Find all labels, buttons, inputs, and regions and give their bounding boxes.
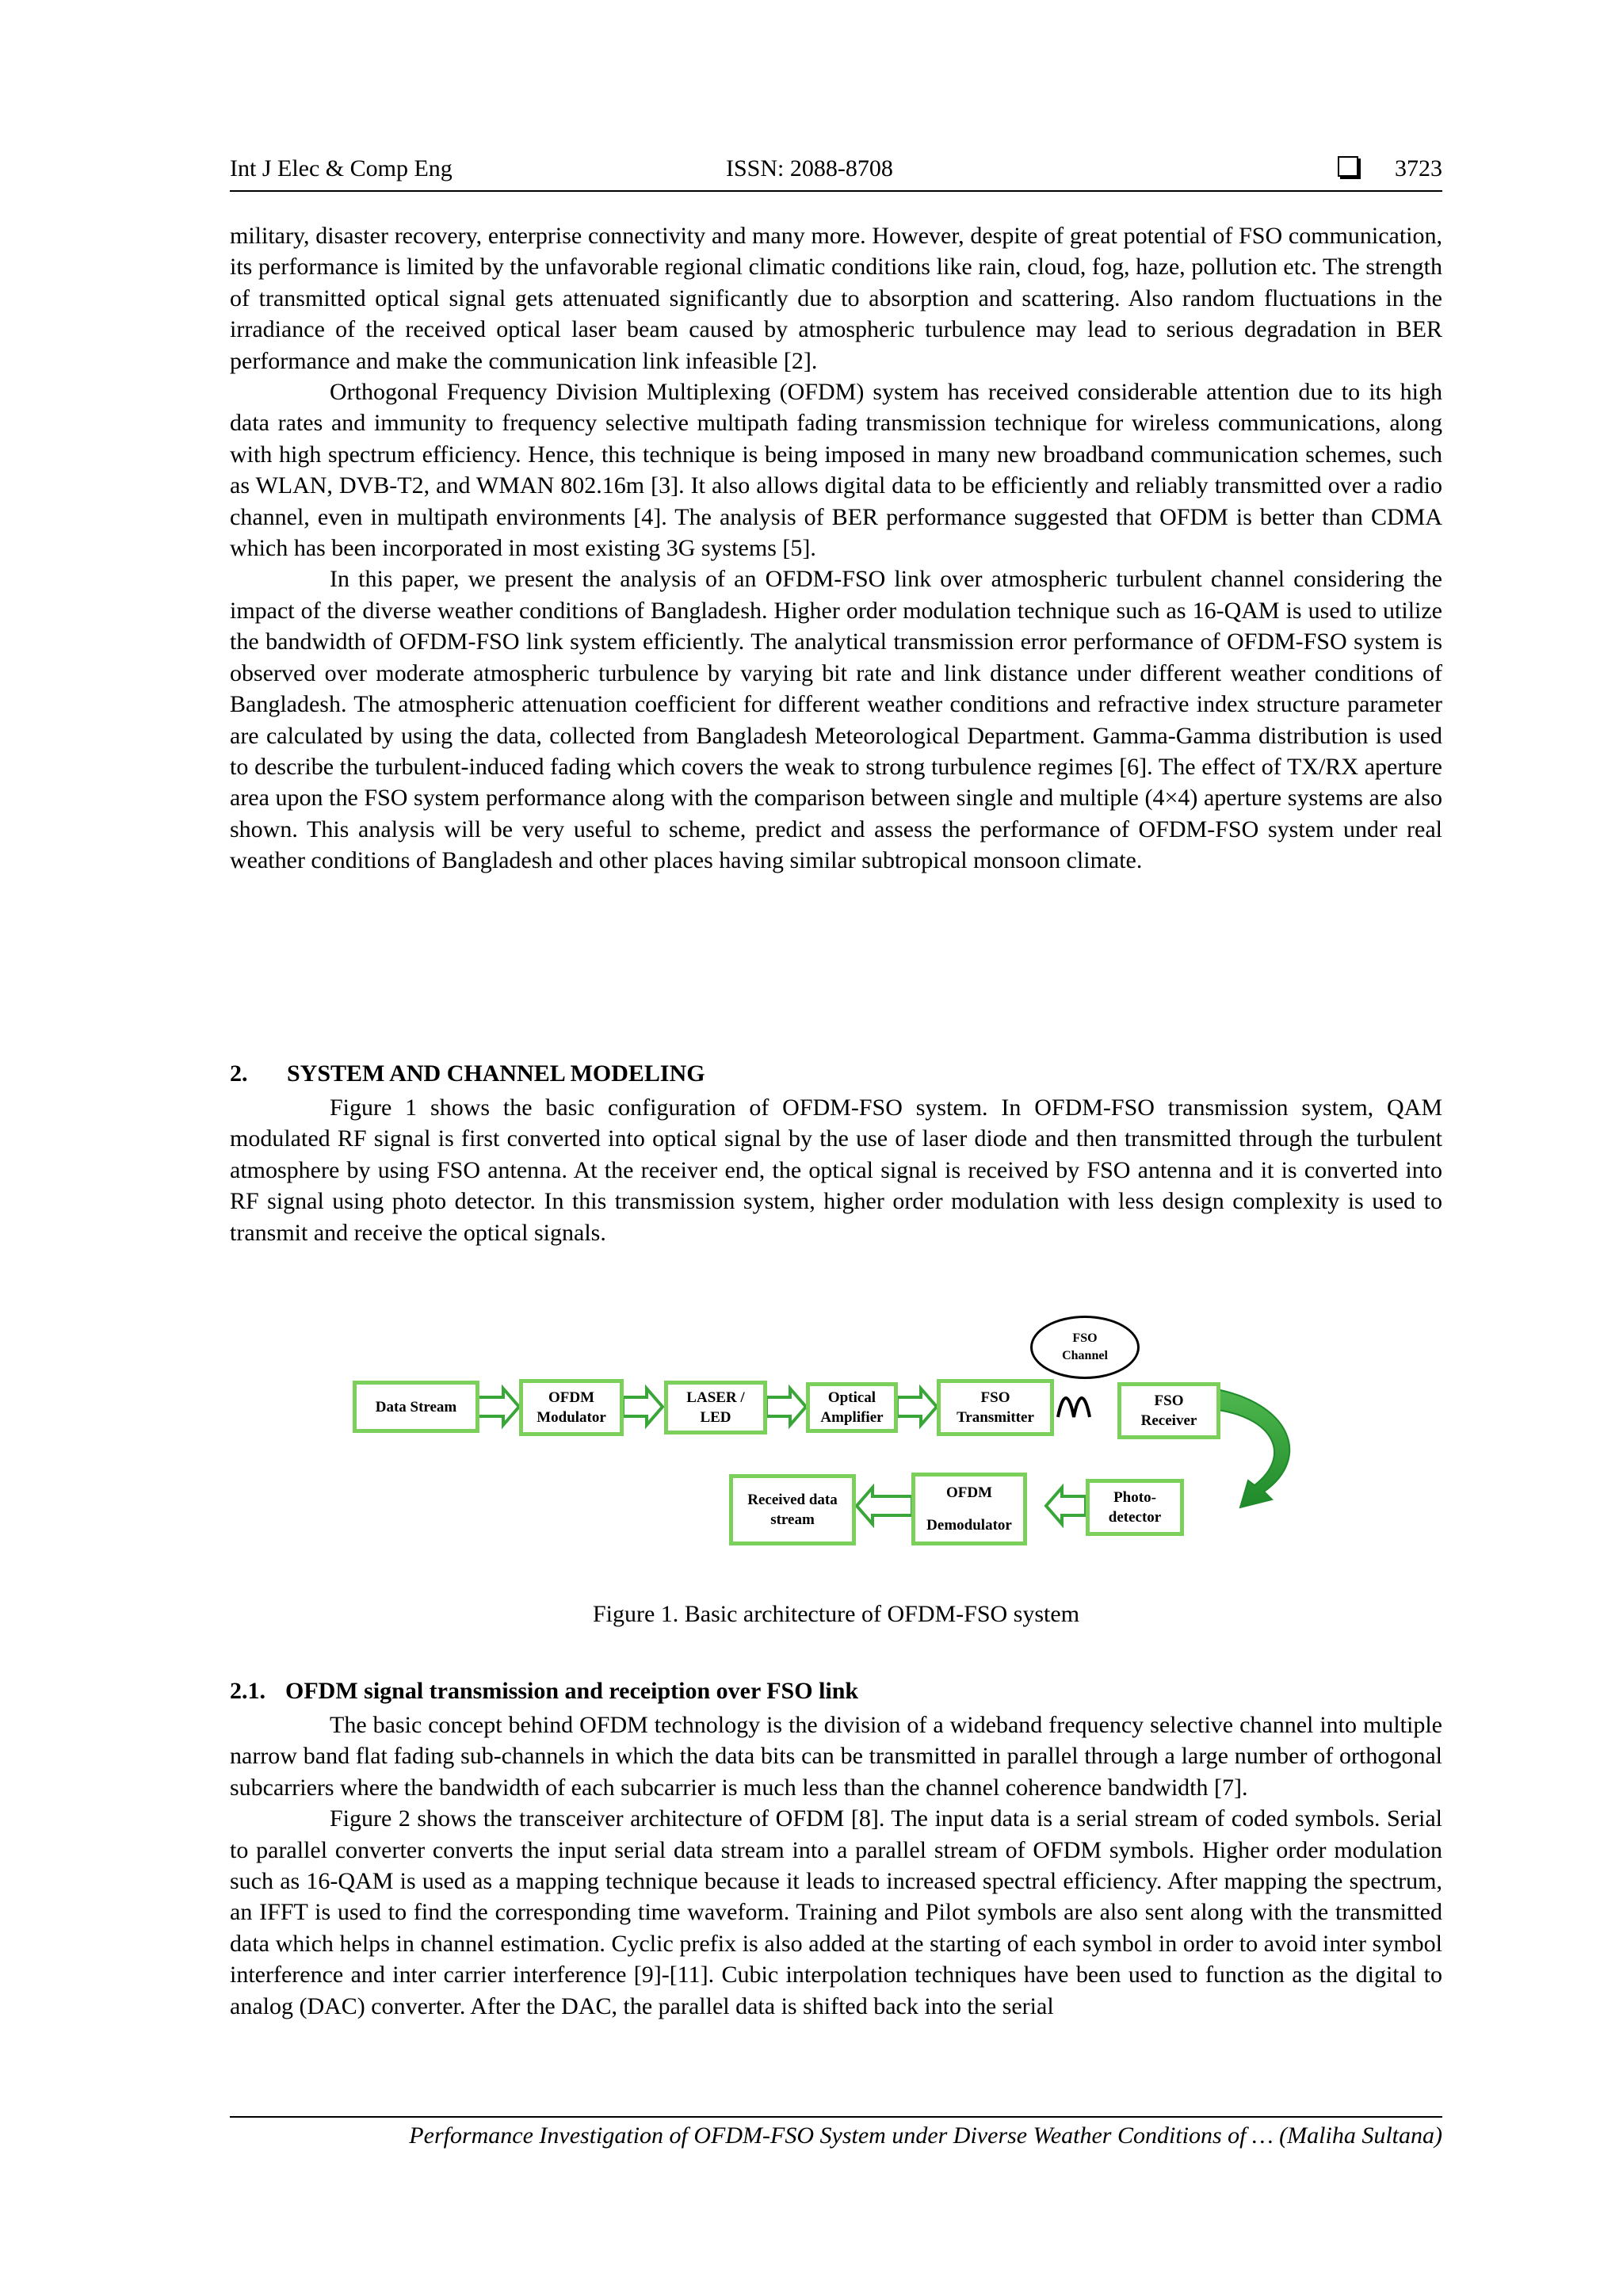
arrow-datastream-to-modulator [478, 1389, 519, 1425]
fso-channel-ellipse [1030, 1316, 1140, 1379]
block-fso-tx-label-1: FSO [980, 1389, 1010, 1406]
section-2-heading [230, 1060, 705, 1087]
intro-paragraph-2: Orthogonal Frequency Division Multiplexing (OFDM) system has received considerable attention due to its high data rates and immunity to frequency selective multipath fading transmission technique for wireless communications, along with high spectrum efficiency. Hence, this technique is being imposed in many new broadband communication schemes, such as WLAN, DVB-T2, and WMAN 802.16m [3]. It also allows digital data to be efficiently and reliably transmitted over a radio channel, even in multipath environments [4]. The analysis of BER performance suggested that OFDM is better than CDMA which has been incorporated in most existing 3G systems [5]. [230, 379, 1442, 562]
block-photo-label-1: Photo- [1113, 1489, 1156, 1506]
block-optical-label-1: Optical [827, 1389, 876, 1406]
figure-1-caption: Figure 1. Basic architecture of OFDM-FSO system [592, 1601, 1080, 1627]
running-header [230, 155, 1442, 192]
block-optical-amplifier [806, 1382, 898, 1433]
arrow-demodulator-to-received [857, 1488, 912, 1524]
block-laser-label-2: LED [700, 1409, 731, 1426]
arrow-modulator-to-laser [623, 1389, 663, 1425]
journal-name: Int J Elec & Comp Eng [230, 155, 453, 181]
block-fso-rx-label-2: Receiver [1140, 1412, 1197, 1429]
wave-icon [1058, 1398, 1090, 1417]
block-photo-detector [1086, 1479, 1184, 1536]
section-2-1-paragraph-2: Figure 2 shows the transceiver architecture of OFDM [8]. The input data is a serial stream of coded symbols. Serial to parallel converter converts the input serial data stream into a parallel stream of OFDM symbols. Higher order modulation such as 16-QAM is used as a mapping technique because it leads to increased spectral efficiency. After mapping the spectrum, an IFFT is used to find the corresponding time waveform. Training and Pilot symbols are also sent along with the transmitted data which helps in channel estimation. Cyclic prefix is also added at the starting of each symbol in order to avoid inter symbol interference and inter carrier interference [9]-[11]. Cubic interpolation techniques have been used to function as the digital to analog (DAC) converter. After the DAC, the parallel data is shifted back into the serial [230, 1805, 1442, 2019]
figure-1-arrows [353, 1316, 1399, 1569]
section-2-1-paragraph-1: The basic concept behind OFDM technology is the division of a wideband frequency selective channel into multiple narrow band flat fading sub-channels in which the data bits can be transmitted in parallel through a large number of orthogonal subcarriers where the bandwidth of each subcarrier is much less than the channel coherence bandwidth [7]. [230, 1712, 1442, 1801]
block-fso-rx-label-1: FSO [1154, 1392, 1184, 1409]
block-received-label-1: Received data [747, 1492, 838, 1508]
block-received-label-2: stream [770, 1511, 815, 1528]
block-ofdm-demod-label-2: Demodulator [926, 1517, 1012, 1534]
block-data-stream [353, 1381, 479, 1433]
fso-channel-label-1: FSO [1072, 1331, 1098, 1345]
section-2-1-heading [230, 1678, 858, 1705]
section-2-number: 2. [230, 1060, 248, 1087]
arrow-photodetector-to-demodulator [1046, 1488, 1086, 1524]
block-data-stream-label: Data Stream [375, 1398, 457, 1415]
intro-paragraph-1: military, disaster recovery, enterprise connectivity and many more. However, despite of great potential of FSO communication, its performance is limited by the unfavorable regional climatic conditions like rain, cloud, fog, haze, pollution etc. The strength of transmitted optical signal gets attenuated significantly due to absorption and scattering. Also random fluctuations in the irradiance of the received optical laser beam caused by atmospheric turbulence may lead to serious degradation in BER performance and make the communication link infeasible [2]. [230, 223, 1442, 374]
block-ofdm-modulator-label-1: OFDM [548, 1389, 595, 1406]
block-fso-transmitter [937, 1379, 1054, 1436]
curved-arrow-receiver-to-photodetector [1212, 1389, 1289, 1507]
block-fso-receiver [1117, 1382, 1220, 1439]
intro-text [230, 220, 1442, 877]
intro-paragraph-3: In this paper, we present the analysis of an OFDM-FSO link over atmospheric turbulent channel considering the impact of the diverse weather conditions of Bangladesh. Higher order modulation technique such as 16-QAM is used to utilize the bandwidth of OFDM-FSO link system efficiently. The analytical transmission error performance of OFDM-FSO system is observed over moderate atmospheric turbulence by varying bit rate and link distance under different weather conditions of Bangladesh. The atmospheric attenuation coefficient for different weather conditions and refractive index structure parameter are calculated by using the data, collected from Bangladesh Meteorological Department. Gamma-Gamma distribution is used to describe the turbulent-induced fading which covers the weak to strong turbulence regimes [6]. The effect of TX/RX aperture area upon the FSO system performance along with the comparison between single and multiple (4×4) aperture systems are also shown. This analysis will be very useful to scheme, predict and assess the performance of OFDM-FSO system under real weather conditions of Bangladesh and other places having similar subtropical monsoon climate. [230, 566, 1442, 874]
section-2-paragraph: Figure 1 shows the basic configuration of OFDM-FSO system. In OFDM-FSO transmission system, QAM modulated RF signal is first converted into optical signal by the use of laser diode and then transmitted through the turbulent atmosphere by using FSO antenna. At the receiver end, the optical signal is received by FSO antenna and it is converted into RF signal using photo detector. In this transmission system, higher order modulation with less design complexity is used to transmit and receive the optical signals. [230, 1095, 1442, 1246]
block-ofdm-demodulator [911, 1473, 1027, 1545]
block-optical-label-2: Amplifier [820, 1409, 884, 1426]
section-2-1-number: 2.1. [230, 1678, 265, 1704]
section-2-1-title: OFDM signal transmission and receiption over FSO link [285, 1678, 859, 1704]
block-laser-led [664, 1381, 767, 1435]
block-ofdm-modulator-label-2: Modulator [537, 1409, 606, 1426]
block-received-data-stream [729, 1474, 856, 1545]
square-bullet-icon [1338, 156, 1358, 177]
running-footer: Performance Investigation of OFDM-FSO System under Diverse Weather Conditions of … (Maliha Sultana) [230, 2116, 1442, 2149]
block-ofdm-demod-label-1: OFDM [945, 1484, 993, 1501]
arrow-amplifier-to-transmitter [897, 1389, 937, 1425]
block-ofdm-modulator [519, 1379, 624, 1436]
figure-1-diagram [353, 1316, 1399, 1569]
issn: ISSN: 2088-8708 [726, 155, 893, 181]
section-2-text [230, 1092, 1442, 1248]
page-number: 3723 [1395, 155, 1442, 181]
arrow-laser-to-amplifier [766, 1389, 806, 1425]
fso-channel-label-2: Channel [1062, 1349, 1108, 1362]
section-2-title: SYSTEM AND CHANNEL MODELING [287, 1060, 705, 1087]
page-number-group [1338, 155, 1442, 182]
block-fso-tx-label-2: Transmitter [957, 1409, 1034, 1426]
section-2-1-text [230, 1710, 1442, 2022]
block-laser-label-1: LASER / [686, 1389, 745, 1406]
block-photo-label-2: detector [1108, 1509, 1162, 1526]
